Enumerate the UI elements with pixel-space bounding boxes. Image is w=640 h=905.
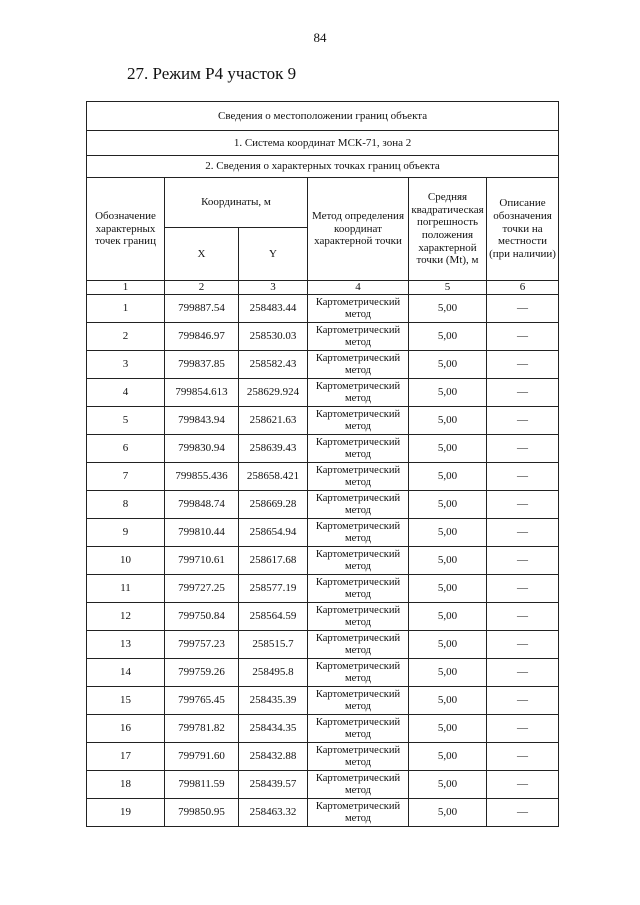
x-coordinate-cell: 799727.25	[165, 575, 239, 603]
point-number-cell: 18	[87, 771, 165, 799]
point-number-cell: 2	[87, 323, 165, 351]
description-cell: —	[487, 435, 559, 463]
point-number-cell: 5	[87, 407, 165, 435]
method-cell: Картометрический метод	[308, 799, 409, 827]
header-y: Y	[239, 228, 308, 281]
method-cell: Картометрический метод	[308, 603, 409, 631]
coordinate-system-line: 1. Система координат МСК-71, зона 2	[87, 131, 559, 156]
table-row	[87, 743, 559, 771]
table-row	[87, 435, 559, 463]
description-cell: —	[487, 491, 559, 519]
description-cell: —	[487, 659, 559, 687]
description-cell: —	[487, 295, 559, 323]
error-cell: 5,00	[409, 379, 487, 407]
column-number: 1	[87, 281, 165, 295]
column-number: 2	[165, 281, 239, 295]
table-row	[87, 575, 559, 603]
method-cell: Картометрический метод	[308, 519, 409, 547]
table-row	[87, 463, 559, 491]
y-coordinate-cell: 258463.32	[239, 799, 308, 827]
y-coordinate-cell: 258530.03	[239, 323, 308, 351]
method-cell: Картометрический метод	[308, 547, 409, 575]
y-coordinate-cell: 258432.88	[239, 743, 308, 771]
table-row	[87, 351, 559, 379]
point-number-cell: 12	[87, 603, 165, 631]
x-coordinate-cell: 799757.23	[165, 631, 239, 659]
table-caption: Сведения о местоположении границ объекта	[87, 102, 559, 131]
point-number-cell: 4	[87, 379, 165, 407]
column-number: 4	[308, 281, 409, 295]
error-cell: 5,00	[409, 799, 487, 827]
description-cell: —	[487, 351, 559, 379]
x-coordinate-cell: 799791.60	[165, 743, 239, 771]
point-number-cell: 14	[87, 659, 165, 687]
y-coordinate-cell: 258654.94	[239, 519, 308, 547]
error-cell: 5,00	[409, 463, 487, 491]
method-cell: Картометрический метод	[308, 659, 409, 687]
method-cell: Картометрический метод	[308, 351, 409, 379]
point-number-cell: 3	[87, 351, 165, 379]
y-coordinate-cell: 258435.39	[239, 687, 308, 715]
point-number-cell: 9	[87, 519, 165, 547]
method-cell: Картометрический метод	[308, 323, 409, 351]
point-number-cell: 15	[87, 687, 165, 715]
table-row	[87, 659, 559, 687]
description-cell: —	[487, 631, 559, 659]
y-coordinate-cell: 258621.63	[239, 407, 308, 435]
point-number-cell: 13	[87, 631, 165, 659]
error-cell: 5,00	[409, 491, 487, 519]
error-cell: 5,00	[409, 295, 487, 323]
method-cell: Картометрический метод	[308, 435, 409, 463]
method-cell: Картометрический метод	[308, 743, 409, 771]
error-cell: 5,00	[409, 547, 487, 575]
x-coordinate-cell: 799843.94	[165, 407, 239, 435]
column-number: 5	[409, 281, 487, 295]
description-cell: —	[487, 603, 559, 631]
x-coordinate-cell: 799750.84	[165, 603, 239, 631]
x-coordinate-cell: 799848.74	[165, 491, 239, 519]
y-coordinate-cell: 258582.43	[239, 351, 308, 379]
y-coordinate-cell: 258483.44	[239, 295, 308, 323]
y-coordinate-cell: 258434.35	[239, 715, 308, 743]
method-cell: Картометрический метод	[308, 575, 409, 603]
error-cell: 5,00	[409, 435, 487, 463]
x-coordinate-cell: 799855.436	[165, 463, 239, 491]
header-error: Средняя квадратическая погрешность положения характерной точки (Mt), м	[409, 178, 487, 281]
x-coordinate-cell: 799830.94	[165, 435, 239, 463]
page-number: 84	[313, 30, 327, 45]
y-coordinate-cell: 258577.19	[239, 575, 308, 603]
point-number-cell: 1	[87, 295, 165, 323]
error-cell: 5,00	[409, 771, 487, 799]
error-cell: 5,00	[409, 715, 487, 743]
table-row	[87, 379, 559, 407]
method-cell: Картометрический метод	[308, 463, 409, 491]
table-row	[87, 771, 559, 799]
x-coordinate-cell: 799837.85	[165, 351, 239, 379]
table-row	[87, 407, 559, 435]
y-coordinate-cell: 258629.924	[239, 379, 308, 407]
header-method: Метод определения координат характерной точки	[308, 178, 409, 281]
description-cell: —	[487, 575, 559, 603]
point-number-cell: 6	[87, 435, 165, 463]
description-cell: —	[487, 323, 559, 351]
point-number-cell: 17	[87, 743, 165, 771]
description-cell: —	[487, 771, 559, 799]
description-cell: —	[487, 519, 559, 547]
method-cell: Картометрический метод	[308, 631, 409, 659]
table-row	[87, 491, 559, 519]
table-row	[87, 799, 559, 827]
y-coordinate-cell: 258639.43	[239, 435, 308, 463]
y-coordinate-cell: 258617.68	[239, 547, 308, 575]
error-cell: 5,00	[409, 323, 487, 351]
table-row	[87, 519, 559, 547]
y-coordinate-cell: 258515.7	[239, 631, 308, 659]
error-cell: 5,00	[409, 519, 487, 547]
x-coordinate-cell: 799710.61	[165, 547, 239, 575]
point-number-cell: 11	[87, 575, 165, 603]
x-coordinate-cell: 799850.95	[165, 799, 239, 827]
x-coordinate-cell: 799811.59	[165, 771, 239, 799]
point-number-cell: 7	[87, 463, 165, 491]
section-title: 27. Режим Р4 участок 9	[127, 64, 297, 83]
header-point-label: Обозначение характерных точек границ	[87, 178, 165, 281]
description-cell: —	[487, 547, 559, 575]
method-cell: Картометрический метод	[308, 715, 409, 743]
table-row	[87, 603, 559, 631]
x-coordinate-cell: 799810.44	[165, 519, 239, 547]
description-cell: —	[487, 463, 559, 491]
table-row	[87, 631, 559, 659]
error-cell: 5,00	[409, 659, 487, 687]
x-coordinate-cell: 799765.45	[165, 687, 239, 715]
table-row	[87, 547, 559, 575]
method-cell: Картометрический метод	[308, 491, 409, 519]
header-x: X	[165, 228, 239, 281]
method-cell: Картометрический метод	[308, 407, 409, 435]
x-coordinate-cell: 799854.613	[165, 379, 239, 407]
error-cell: 5,00	[409, 687, 487, 715]
error-cell: 5,00	[409, 631, 487, 659]
description-cell: —	[487, 715, 559, 743]
error-cell: 5,00	[409, 603, 487, 631]
method-cell: Картометрический метод	[308, 687, 409, 715]
y-coordinate-cell: 258495.8	[239, 659, 308, 687]
description-cell: —	[487, 799, 559, 827]
y-coordinate-cell: 258658.421	[239, 463, 308, 491]
error-cell: 5,00	[409, 351, 487, 379]
description-cell: —	[487, 407, 559, 435]
x-coordinate-cell: 799887.54	[165, 295, 239, 323]
y-coordinate-cell: 258439.57	[239, 771, 308, 799]
method-cell: Картометрический метод	[308, 295, 409, 323]
point-number-cell: 10	[87, 547, 165, 575]
point-number-cell: 19	[87, 799, 165, 827]
x-coordinate-cell: 799759.26	[165, 659, 239, 687]
x-coordinate-cell: 799781.82	[165, 715, 239, 743]
y-coordinate-cell: 258669.28	[239, 491, 308, 519]
error-cell: 5,00	[409, 575, 487, 603]
column-number: 6	[487, 281, 559, 295]
description-cell: —	[487, 687, 559, 715]
method-cell: Картометрический метод	[308, 379, 409, 407]
table-row	[87, 687, 559, 715]
table-row	[87, 715, 559, 743]
error-cell: 5,00	[409, 407, 487, 435]
table-row	[87, 323, 559, 351]
header-description: Описание обозначения точки на местности (при наличии)	[487, 178, 559, 281]
error-cell: 5,00	[409, 743, 487, 771]
table-row	[87, 295, 559, 323]
boundary-points-table	[86, 101, 559, 827]
header-coordinates: Координаты, м	[165, 178, 308, 228]
description-cell: —	[487, 379, 559, 407]
points-info-line: 2. Сведения о характерных точках границ объекта	[87, 156, 559, 178]
method-cell: Картометрический метод	[308, 771, 409, 799]
point-number-cell: 8	[87, 491, 165, 519]
point-number-cell: 16	[87, 715, 165, 743]
column-number: 3	[239, 281, 308, 295]
x-coordinate-cell: 799846.97	[165, 323, 239, 351]
y-coordinate-cell: 258564.59	[239, 603, 308, 631]
description-cell: —	[487, 743, 559, 771]
